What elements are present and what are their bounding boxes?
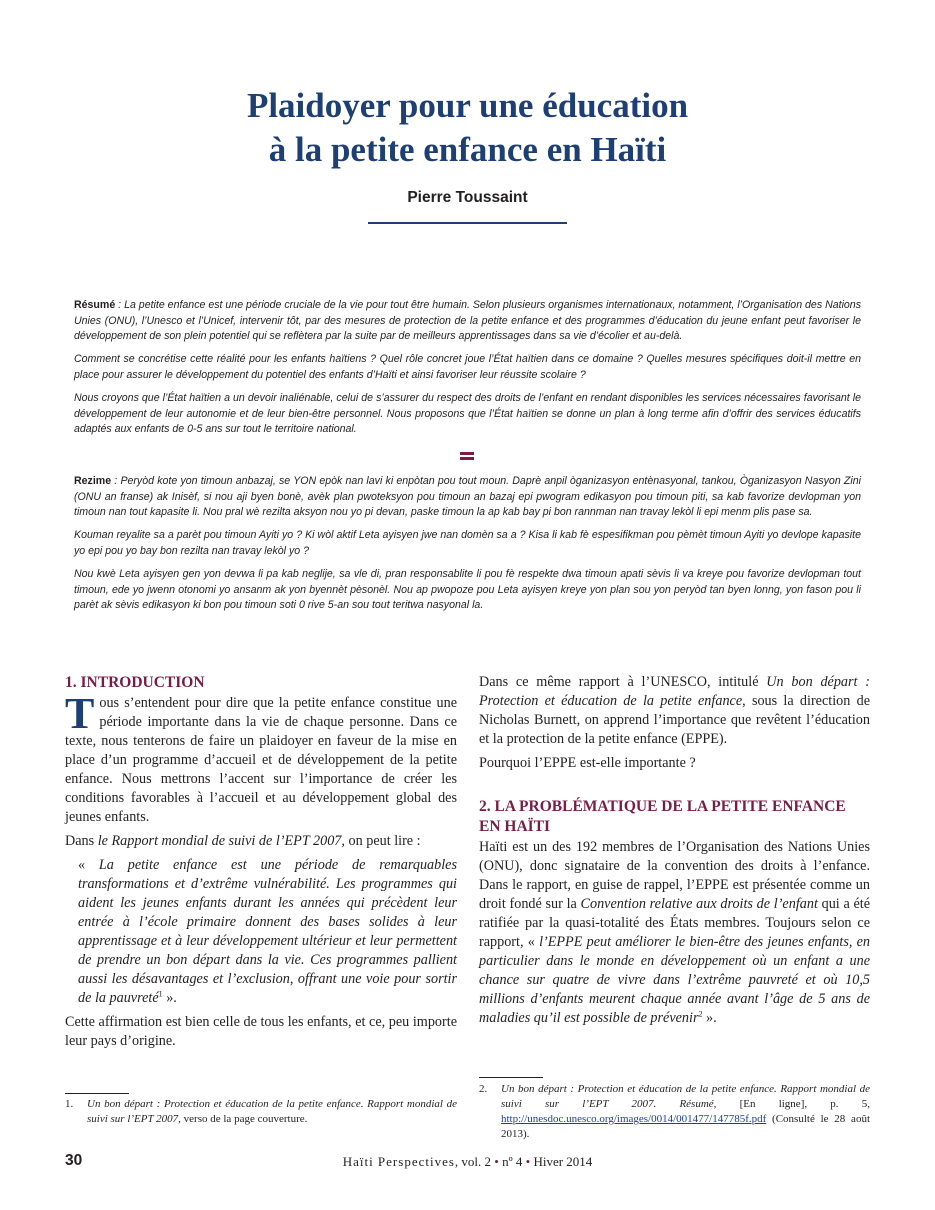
intro-paragraph-1-text: ous s’entendent pour dire que la petite enfance constitue une période importante dans la vie de chaque personne. Dans ce texte, nous tenterons de faire un plaidoyer en faveur de la mise en place d’un programme d’accueil et de développement de la petite enfance. Nous mettrons l’accent sur l’importance de créer les conditions favorables à l’accueil et au développement global des jeunes enfants. xyxy=(65,695,457,825)
s2-p1-b: qui a été ratifiée par la quasi-totalité des États membres. Toujours selon ce rapport, « xyxy=(479,896,870,950)
right-paragraph-2: Pourquoi l’EPPE est-elle importante ? xyxy=(479,755,696,771)
abstract-french xyxy=(74,298,861,445)
intro-p2-a: Dans xyxy=(65,833,98,849)
right-p1-a: Dans ce même rapport à l’UNESCO, intitulé xyxy=(479,674,767,690)
divider-icon xyxy=(460,452,474,465)
abstract-ht-paragraph-1 xyxy=(74,474,861,521)
page-number: 30 xyxy=(65,1152,83,1169)
author-rule xyxy=(368,222,567,224)
s2-p1-convention: Convention relative aux droits de l’enfant xyxy=(580,896,818,912)
intro-paragraph-2 xyxy=(65,832,457,851)
intro-paragraph-3: Cette affirmation est bien celle de tous les enfants, et ce, peu importe leur pays d’origine. xyxy=(65,1014,457,1049)
right-p1-b: , sous la direction de Nicholas Burnett, on apprend l’importance que revêtent l’éducation et la protection de la petite enfance (EPPE). xyxy=(479,693,870,747)
footer-bullet-2: • xyxy=(525,1154,531,1169)
fn2-mid: [En ligne], p. 5, xyxy=(716,1098,871,1110)
quote-close: ». xyxy=(162,990,177,1006)
section-2-heading-line-2: EN HAÏTI xyxy=(479,818,551,835)
article-title xyxy=(0,84,935,172)
section-2-heading xyxy=(479,797,870,837)
footnote-1-text xyxy=(87,1097,457,1127)
fn1-title: Un bon départ : Protection et éducation de la petite enfance. Rapport mondial de suivi sur l’EPT 2007, xyxy=(87,1098,457,1125)
fn1-rest: verso de la page couverture. xyxy=(180,1113,308,1125)
footer-bullet-1: • xyxy=(494,1154,499,1169)
journal-season: Hiver 2014 xyxy=(530,1154,593,1169)
abstract-creole xyxy=(74,474,861,621)
fn2-title: Un bon départ : Protection et éducation de la petite enfance. Rapport mondial de suivi sur l’EPT 2007. Résumé, xyxy=(501,1083,870,1110)
author-name: Pierre Toussaint xyxy=(407,189,528,206)
abstract-ht-text-1: : Peryòd kote yon timoun anbazaj, se YON epòk nan lavi ki enpòtan pou tout moun. Daprè anpil òganizasyon entènasyonal, tankou, Òganizasyon Nasyon Zini (ONU an franse) ak Inisèf, si nou aji byen bonè, avèk plan pwoteksyon pou timoun an bazaj epi pwogram edikasyon pou timoun piti, sa kab favorize devlopman yon timoun nan tout kapasite li. Nou pral wè rezilta aksyon nou yo pi devan, paske timoun la ap kab bay pi bon rannman nan travay lekòl li epi menm plis pase sa. xyxy=(74,475,861,519)
abstract-ht-paragraph-2: Kouman reyalite sa a parèt pou timoun Ayiti yo ? Ki wòl aktif Leta ayisyen jwe nan domèn sa a ? Kisa li kab fè espesifikman pou pèmèt timoun Ayiti yo devlope kapasite yo epi pou yo bay bon rezilta nan travay lekòl yo ? xyxy=(74,529,861,557)
right-paragraph-1 xyxy=(479,673,870,749)
right-column xyxy=(479,673,870,1033)
intro-p2-title: le Rapport mondial de suivi de l’EPT 2007, xyxy=(97,833,345,849)
footnote-1 xyxy=(65,1097,457,1127)
running-footer xyxy=(0,1154,935,1170)
section-1-heading: 1. INTRODUCTION xyxy=(65,674,205,691)
footnote-2-text xyxy=(501,1082,870,1142)
footnote-1-number: 1. xyxy=(65,1098,74,1110)
abstract-fr-paragraph-2: Comment se concrétise cette réalité pour les enfants haïtiens ? Quel rôle concret joue l’État haïtien dans ce domaine ? Quelles mesures spécifiques doit-il mettre en place pour assurer le développement du potentiel des enfants d’Haïti et ainsi favoriser leur réussite scolaire ? xyxy=(74,353,861,381)
journal-name: Haïti Perspectives xyxy=(342,1154,455,1169)
abstract-ht-label: Rezime xyxy=(74,475,112,487)
left-column xyxy=(65,673,457,1056)
s2-p1-a: Haïti est un des 192 membres de l’Organisation des Nations Unies (ONU), donc signataire de la convention des droits à l’enfance. Dans le rapport, en guise de rappel, l’EPPE est présentée comme un droit fondé sur la xyxy=(479,839,870,912)
s2-p1-quote: l’EPPE peut améliorer le bien-être des jeunes enfants, en particulier dans le monde en développement où un enfant a une chance sur quatre de vivre dans l’extrême pauvreté et où 10,5 millions d’enfants meurent chaque année avant l’âge de 5 ans de maladies qu’il est possible de prévenir xyxy=(479,934,870,1026)
footnote-ref-2: 2 xyxy=(698,1009,703,1019)
right-p1-title: Un bon départ : Protection et éducation de la petite enfance xyxy=(479,674,870,709)
s2-p1-close: ». xyxy=(702,1010,717,1026)
quote-open: « xyxy=(78,857,99,873)
section-2-heading-line-1: 2. LA PROBLÉMATIQUE DE LA PETITE ENFANCE xyxy=(479,798,846,815)
title-line-1: Plaidoyer pour une éducation xyxy=(246,86,689,125)
footnote-ref-1: 1 xyxy=(158,989,163,999)
abstract-fr-label: Résumé xyxy=(74,299,116,311)
journal-issue: nº 4 xyxy=(498,1154,526,1169)
footnote-2-number: 2. xyxy=(479,1083,488,1095)
abstract-ht-paragraph-3: Nou kwè Leta ayisyen gen yon devwa li pa kab neglije, sa vle di, pran responsablite li pou fè respekte dwa timoun apati sèvis li va kreye pou favorize devlopman tout timoun, ede yo jwenn otonomi yo ansanm ak yon byennèt pèsonèl. Nou ap pwopoze pou Leta ayisyen kreye yon plan sou yon peryòd tan byen lonng, yon fason pou li parèt ak sèvis edikasyon ki bon pou timoun soti 0 rive 5-an sou tout teritwa nasyonal la. xyxy=(74,567,861,612)
intro-paragraph-1 xyxy=(65,689,457,827)
footnote-rule-right xyxy=(479,1077,543,1078)
title-line-2: à la petite enfance en Haïti xyxy=(268,130,667,169)
footnote-rule-left xyxy=(65,1093,129,1094)
intro-p2-b: on peut lire : xyxy=(344,833,421,849)
block-quote xyxy=(65,856,457,1008)
unesdoc-link[interactable]: http://unesdoc.unesco.org/images/0014/001477/147785f.pdf xyxy=(501,1113,767,1125)
section-2-paragraph-1 xyxy=(479,838,870,1028)
journal-volume: , vol. 2 xyxy=(454,1154,495,1169)
fn2-end: (Consulté le 28 août 2013). xyxy=(501,1113,870,1140)
abstract-fr-paragraph-3: Nous croyons que l’État haïtien a un devoir inaliénable, celui de s’assurer du respect des droits de l’enfant en rendant disponibles les services nécessaires favorisant le développement de leur autonomie et de leur bien-être personnel. Nous proposons que l’État haïtien se donne un plan à long terme afin d’offrir des services éducatifs adaptés aux enfants de 0-5 ans sur tout le territoire national. xyxy=(74,391,861,436)
footnote-2 xyxy=(479,1082,870,1142)
abstract-fr-text-1: : La petite enfance est une période cruciale de la vie pour tout être humain. Selon plusieurs organismes internationaux, notamment, l’Organisation des Nations Unies (ONU), l’Unesco et l’Unicef, intervenir tôt, par des mesures de protection de la petite enfance et des programmes d’éducation du jeune enfant peut favoriser le développement de son plein potentiel qui se reflètera par la suite par de meilleurs apprentissages dans sa vie d’écolier et au-delà. xyxy=(74,299,861,343)
abstract-fr-paragraph-1 xyxy=(74,298,861,345)
dropcap: T xyxy=(65,689,95,738)
quote-text: La petite enfance est une période de remarquables transformations et d’extrême vulnérabilité. Les programmes qui aident les jeunes enfants durant les années qui précèdent leur entrée à l’école primaire donnent des bases solides à leur apprentissage et à leur développement ultérieur et leur permettent de prendre un bon départ dans la vie. Ces programmes pallient aussi les désavantages et l’exclusion, offrant une voie pour sortir de la pauvreté xyxy=(78,857,457,1006)
